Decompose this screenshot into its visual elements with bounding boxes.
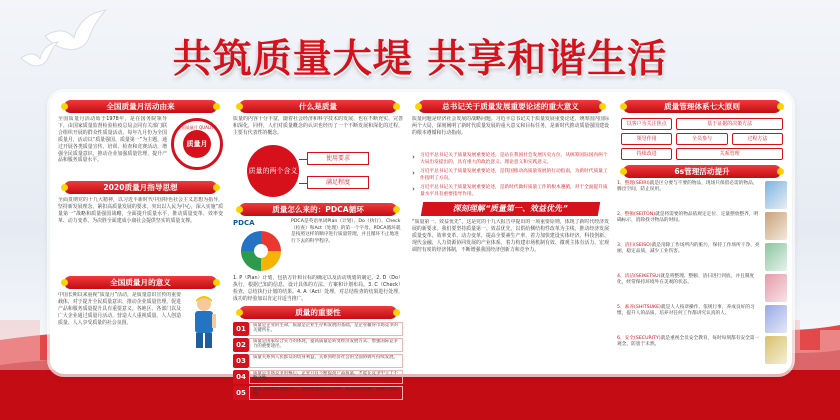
item-number: 05 (233, 386, 249, 400)
section-header: 质量管理体系七大原则 (623, 100, 781, 113)
item-number: 04 (233, 370, 249, 384)
quality-month-logo (171, 118, 223, 170)
photo-icon (765, 336, 787, 364)
list-item (412, 153, 609, 166)
arrow-icon: › (412, 169, 415, 177)
photo-icon (765, 274, 787, 302)
point-text: 习近平总书记关于质量发展重要论述，是新时代做好质量工作的根本遵循，对于全面提升质量水平具有重要指导作用。 (420, 185, 608, 197)
section-text (58, 116, 223, 178)
six-s-desc: 就是将整理、整顿、清扫进行到底，并且制度化，经常保持环境外在美观的状态。 (617, 274, 755, 286)
logo-text: 质量月 (183, 130, 211, 158)
photo-icon (765, 181, 787, 209)
item-text: 质量是市场竞争的核心，企业只有不断提高产品质量，才能在竞争中立于不败之地。 (249, 370, 403, 384)
six-s-desc: 就是人人按章操作、依规行事，养成良好的习惯，提升人的品质，培养对任何工作都讲究认真的人。 (617, 305, 755, 317)
worker-illustration-icon (185, 294, 223, 350)
six-s-desc: 就是清除工作场所内的脏污，保持工作场所干净、亮丽，稳定品质，减少工业伤害。 (617, 243, 760, 255)
six-s-desc: 就是将需要的物品依规定定位、定量摆放整齐，明确标示，消除找寻物品的时间。 (617, 212, 759, 224)
principle-item: 持续改进 (621, 148, 672, 160)
concept-item: 满足程度 (307, 176, 369, 189)
photo-icon (765, 243, 787, 271)
six-s-title: 5、素养(SHITSUKE) (617, 305, 661, 310)
principle-item: 全员参与 (676, 133, 727, 145)
section-header: 全国质量月的意义 (64, 276, 217, 289)
list-item (617, 243, 787, 271)
six-s-title: 1、整理(SEIRI) (617, 181, 650, 186)
pdca-cycle-icon (241, 231, 281, 271)
significance-body: 中国长期以来重视“质量月”活动，是质量意识宣传的重要载体，对于提升全民质量意识、推动企业质量管理，促进产品和服务质量提升具有重要意义。各地区、各部门以及广大企业通过质量月活动，营造人人重视质量、人人创造质量、人人享受质量的社会氛围。 (58, 292, 181, 326)
list-item (233, 322, 403, 336)
list-item (617, 274, 787, 302)
six-s-desc: 就是重视全员安全教育，每时每刻都有安全第一观念，防患于未然。 (617, 336, 760, 348)
list-item (617, 305, 787, 333)
origin-text: 全国质量月活动始于1978年，是在国务院领导下，由国家质量监督检验检疫总局会同有关部门联合组织开展的群众性质量活动。每年九月份为全国质量月，活动以“质量强国、质量第一”为主题，通过开展各类质量宣传、培训、检查和竞赛活动，增强全民质量意识，推动企业加强质量管理，提升产品和服务质量水平。 (58, 116, 167, 164)
section-header: 质量怎么来的：PDCA循环 (239, 203, 397, 216)
section-header: 6s管理活动提升 (623, 165, 781, 178)
pdca-title: PDCA (233, 219, 255, 227)
pdca-block (233, 219, 403, 275)
section-header: 2020质量月指导思想 (64, 181, 217, 194)
list-item (233, 370, 403, 384)
section-banner: 深刻理解“质量第一、效益优先” (421, 202, 600, 216)
column-1 (58, 100, 223, 352)
list-item (233, 338, 403, 352)
page-title: 共筑质量大堤 共享和谐生活 (172, 37, 668, 82)
logo-ring-text: 全国质量月 QUALITY MONTH (177, 125, 217, 137)
guiding-text: 全面贯彻党的十九大精神，以习近平新时代中国特色社会主义思想为指导，坚持新发展理念，紧扣高质量发展的要求，突出以人民为中心，深入实施“质量第一”战略和质量强国战略，全面提升质量水平，推动质量变革、效率变革、动力变革，为决胜全面建成小康社会提供坚实的质量支撑。 (58, 197, 223, 224)
list-item (233, 386, 403, 400)
principle-item: 基于证据的决策方法 (676, 118, 783, 130)
item-text: 质量是国家综合实力的体现，提高质量是转变经济发展方式、增强国际竞争力的重要途径。 (249, 338, 403, 352)
item-number: 01 (233, 322, 249, 336)
six-s-text (617, 336, 762, 364)
list-item (412, 185, 609, 198)
section-header: 质量的重要性 (239, 306, 397, 319)
quality-first-text: “质量第一、效益优先”，这是党的十九大报告中提出的一项重要原则，体现了新时代经济发展的新要求。我们要坚持质量第一、效益优先，以供给侧结构性改革为主线，推动经济发展质量变革、效率变革、动力变革，提高全要素生产率，着力加快建设实体经济、科技创新、现代金融、人力资源协同发展的产业体系，着力构建市场机制有效、微观主体有活力、宏观调控有度的经济体制，不断增强我国经济创新力和竞争力。 (412, 219, 609, 253)
list-item (412, 169, 609, 182)
six-s-title: 6、安全(SECURITY) (617, 336, 661, 341)
six-s-title: 3、清扫(SEISO) (617, 243, 652, 248)
section-header: 总书记关于质量发展重要论述的重大意义 (418, 100, 603, 113)
principles-grid (621, 118, 783, 160)
principle-item: 过程方法 (732, 133, 783, 145)
point-text: 习近平总书记关于质量发展重要论述，是我国推动高质量发展的行动指南，为新时代质量工作指明了方向。 (420, 169, 608, 181)
section-header: 全国质量月活动由来 (64, 100, 217, 113)
principle-item: 以客户为关注焦点 (621, 118, 672, 130)
importance-list (233, 322, 403, 400)
six-s-title: 4、清洁(SEIKETSU) (617, 274, 661, 279)
photo-icon (765, 305, 787, 333)
six-s-text (617, 243, 762, 271)
six-s-title: 2、整顿(SEITON) (617, 212, 656, 217)
significance-text (58, 292, 223, 352)
six-s-text (617, 212, 762, 240)
principle-item: 关系管理 (676, 148, 783, 160)
pdca-steps: 1. P（Plan）计划，包括方针和目标的确定以及活动规划的制定。2. D（Do）执行，根据已知的信息，设计具体的方法、方案和计划布局。3. C（Check）检查，总结执行计划的结果。4. A（Act）处理，对总结检查的结果进行处理，成功的经验加以肯定并适当推广。 (233, 275, 403, 302)
principle-item: 领导作用 (621, 133, 672, 145)
quality-concept-diagram (233, 141, 403, 203)
quality-definition-text: 质量的内容十分丰富，随着社会经济和科学技术的发展，也在不断充实、完善和深化，同样，人们对质量概念的认识也经历了一个不断发展和深化的过程，主要有代表性的概念。 (233, 116, 403, 136)
point-text: 习近平总书记关于质量发展重要论述，是站在我国社会发展历史方位，从统筹国际国内两个大局出发提出的，具有重大的政治意义、理论意义和实践意义。 (420, 153, 608, 165)
column-3 (412, 100, 609, 337)
item-text: 质量是品牌建设的基石，没有质量就没有品牌，质量铸就品牌，品牌引领发展。 (249, 386, 403, 400)
photo-icon (765, 212, 787, 240)
six-s-desc: 就是区分要与不要的物品，现场只保留必需的物品，腾出空间，防止误用。 (617, 181, 758, 193)
item-number: 02 (233, 338, 249, 352)
six-s-text (617, 181, 762, 209)
list-item (233, 354, 403, 368)
arrow-icon: › (412, 153, 415, 161)
arrow-icon: › (412, 185, 415, 193)
significance-intro: 质量问题是经济社会发展的战略问题。习近平总书记关于质量发展重要论述，统筹国内国际两个大局，深刻阐明了新时代质量发展的重大意义和目标任务，是新时代推动质量强国建设的根本遵循和行动指南。 (412, 116, 609, 136)
six-s-text (617, 305, 762, 333)
list-item (617, 181, 787, 209)
list-item (617, 212, 787, 240)
section-header: 什么是质量 (239, 100, 397, 113)
item-text: 质量关系到人民群众的切身利益，关系到经济社会的全面协调可持续发展。 (249, 354, 403, 368)
list-item (617, 336, 787, 364)
item-number: 03 (233, 354, 249, 368)
six-s-text (617, 274, 762, 302)
pdca-text: PDCA是英语单词Plan（计划）、Do（执行）、Check（检查）和Act（处理）的第一个字母，PDCA循环就是按照这样的顺序进行质量管理，并且循环不止地进行下去的科学程序。 (291, 219, 401, 244)
item-text: 质量是企业的生命，质量是企业生存和发展的基础，是企业赢得市场竞争的关键所在。 (249, 322, 403, 336)
column-2 (233, 100, 403, 402)
column-4 (617, 100, 787, 364)
concept-label: 质量的两个含义 (247, 145, 299, 197)
concept-item: 使用要求 (307, 152, 369, 165)
